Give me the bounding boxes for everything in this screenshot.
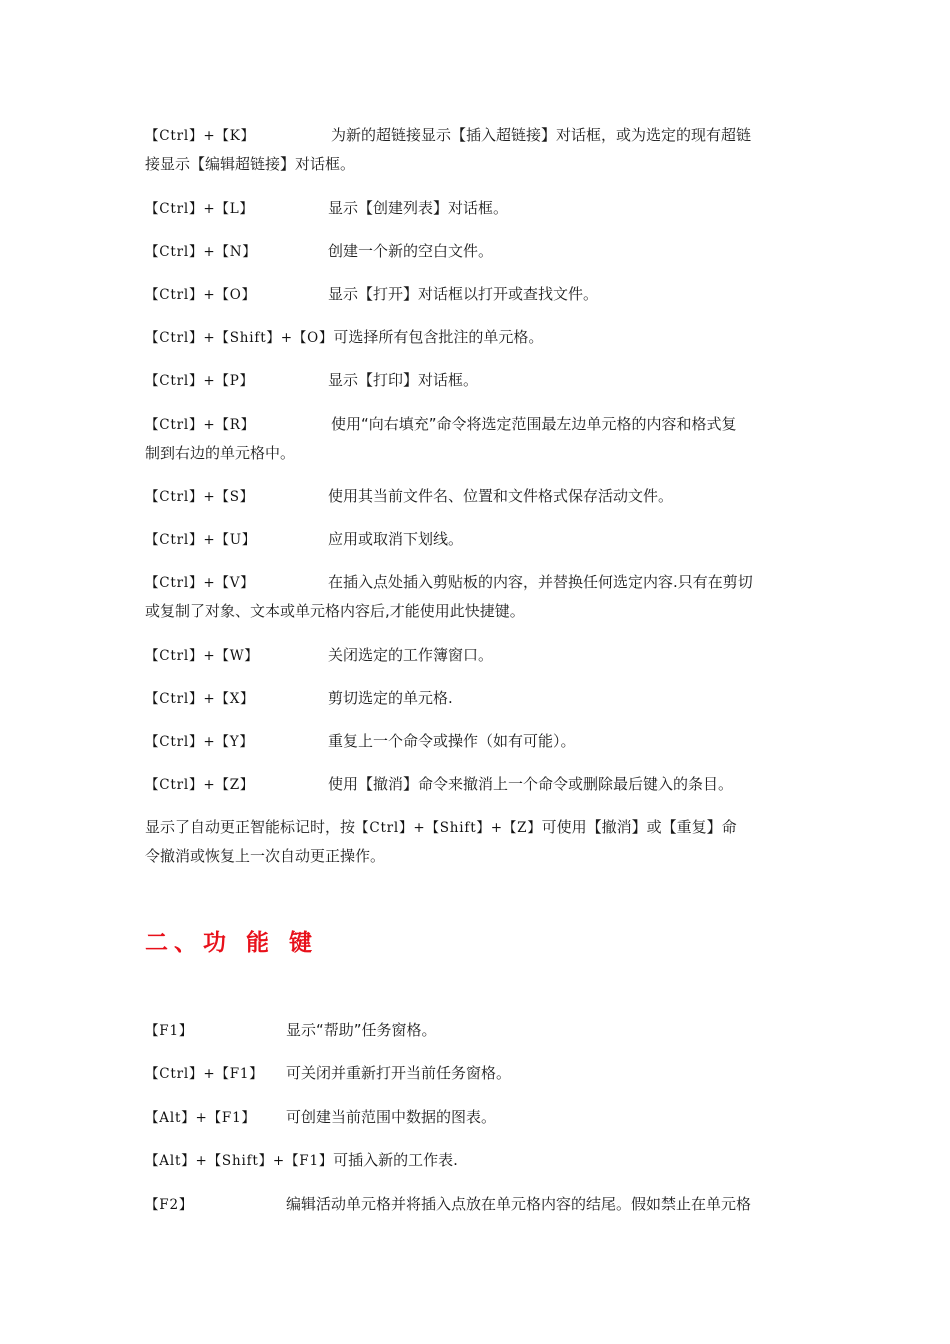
note-text-continued: 可使用【撤消】或【重复】命: [541, 818, 737, 836]
shortcut-f2: [145, 1190, 810, 1220]
shortcut-f1: [145, 1016, 810, 1046]
shortcut-description: 显示【打开】对话框以打开或查找文件。: [328, 285, 599, 303]
shortcut-description: 编辑活动单元格并将插入点放在单元格内容的结尾。假如禁止在单元格: [286, 1195, 752, 1213]
shortcut-ctrl-shift-o: [145, 323, 810, 353]
shortcut-alt-shift-f1: [145, 1146, 810, 1176]
autocorrect-note: [145, 813, 810, 865]
shortcut-ctrl-l: [145, 194, 810, 224]
shortcut-ctrl-v: [145, 568, 810, 620]
shortcut-ctrl-o: [145, 280, 810, 310]
shortcut-description: 显示“帮助”任务窗格。: [286, 1021, 437, 1039]
shortcut-description: 重复上一个命令或操作（如有可能）。: [328, 732, 576, 750]
shortcut-key: 【Ctrl】+【P】: [145, 373, 254, 389]
shortcut-description: 关闭选定的工作簿窗口。: [328, 646, 494, 664]
shortcut-key: 【Ctrl】+【Y】: [145, 734, 254, 750]
shortcut-key: 【Ctrl】+【Shift】+【O】: [145, 330, 334, 346]
shortcut-key: 【Ctrl】+【V】: [145, 575, 255, 591]
shortcut-ctrl-f1: [145, 1059, 810, 1089]
shortcut-description: 创建一个新的空白文件。: [328, 242, 494, 260]
shortcut-description: 可关闭并重新打开当前任务窗格。: [286, 1064, 512, 1082]
shortcut-ctrl-r: [145, 410, 810, 462]
shortcut-description: 应用或取消下划线。: [328, 530, 464, 548]
shortcut-key: 【Ctrl】+【K】: [145, 128, 255, 144]
shortcut-key: 【Alt】+【Shift】+【F1】: [145, 1153, 334, 1169]
shortcut-ctrl-n: [145, 237, 810, 267]
shortcut-description: 可插入新的工作表.: [333, 1151, 458, 1169]
note-text: 显示了自动更正智能标记时，按: [145, 818, 356, 836]
shortcut-alt-f1: [145, 1103, 810, 1133]
shortcut-key: 【Ctrl】+【R】: [145, 417, 256, 433]
shortcut-description: 显示【创建列表】对话框。: [328, 199, 509, 217]
shortcut-key: 【Ctrl】+【X】: [145, 691, 255, 707]
shortcut-ctrl-w: [145, 641, 810, 671]
shortcut-ctrl-u: [145, 525, 810, 555]
shortcut-key: 【Ctrl】+【Z】: [145, 777, 255, 793]
shortcut-ctrl-s: [145, 482, 810, 512]
shortcut-description: 使用其当前文件名、位置和文件格式保存活动文件。: [328, 487, 674, 505]
shortcut-key: 【Ctrl】+【U】: [145, 532, 257, 548]
shortcut-key: 【F2】: [145, 1197, 194, 1213]
shortcut-ctrl-x: [145, 684, 810, 714]
shortcut-description: 为新的超链接显示【插入超链接】对话框，或为选定的现有超链: [331, 126, 752, 144]
shortcut-key: 【Alt】+【F1】: [145, 1110, 256, 1126]
shortcut-key: 【Ctrl】+【L】: [145, 201, 254, 217]
shortcut-description-continued: 或复制了对象、文本或单元格内容后,才能使用此快捷键。: [145, 602, 525, 620]
shortcut-description: 使用“向右填充”命令将选定范围最左边单元格的内容和格式复: [331, 415, 737, 433]
shortcut-description-continued: 接显示【编辑超链接】对话框。: [145, 155, 356, 173]
shortcut-description: 在插入点处插入剪贴板的内容，并替换任何选定内容.只有在剪切: [328, 573, 753, 591]
shortcut-ctrl-y: [145, 727, 810, 757]
note-second-line: 令撤消或恢复上一次自动更正操作。: [145, 847, 386, 865]
shortcut-description: 显示【打印】对话框。: [328, 371, 479, 389]
note-key: 【Ctrl】+【Shift】+【Z】: [355, 820, 542, 836]
shortcut-key: 【F1】: [145, 1023, 194, 1039]
shortcut-description-continued: 制到右边的单元格中。: [145, 444, 296, 462]
shortcut-key: 【Ctrl】+【O】: [145, 287, 256, 303]
shortcut-description: 使用【撤消】命令来撤消上一个命令或删除最后键入的条目。: [328, 775, 734, 793]
shortcut-description: 可创建当前范围中数据的图表。: [286, 1108, 497, 1126]
shortcut-key: 【Ctrl】+【F1】: [145, 1066, 264, 1082]
shortcut-description: 剪切选定的单元格.: [328, 689, 453, 707]
shortcut-ctrl-z: [145, 770, 810, 800]
shortcut-ctrl-k: [145, 121, 810, 173]
section-heading: 二、功 能 键: [145, 930, 319, 956]
shortcut-description: 可选择所有包含批注的单元格。: [333, 328, 544, 346]
shortcut-key: 【Ctrl】+【S】: [145, 489, 255, 505]
shortcut-ctrl-p: [145, 366, 810, 396]
shortcut-key: 【Ctrl】+【N】: [145, 244, 257, 260]
shortcut-key: 【Ctrl】+【W】: [145, 648, 259, 664]
